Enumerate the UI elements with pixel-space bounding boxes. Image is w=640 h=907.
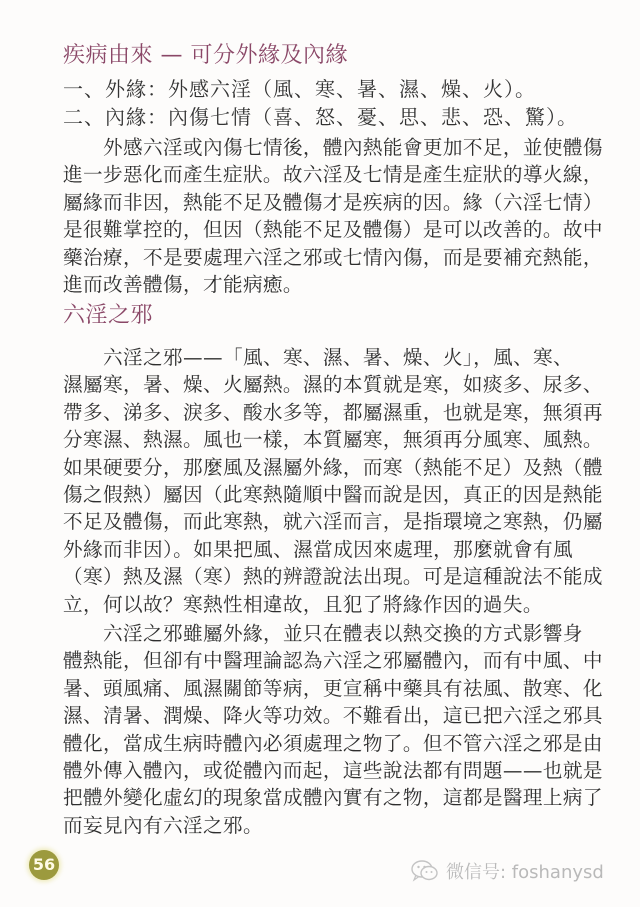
text-line: （寒）熱及濕（寒）熱的辨證說法出現。可是這種說法不能成 — [63, 565, 603, 589]
text-line: 進而改善體傷，才能病癒。 — [63, 273, 303, 297]
text-line: 而妄見內有六淫之邪。 — [63, 813, 263, 837]
text-line: 六淫之邪雖屬外緣，並只在體表以熱交換的方式影響身 — [103, 622, 583, 645]
text-line: 傷之假熱）屬因（此寒熱隨順中醫而說是因，真正的因是熱能 — [63, 483, 603, 507]
internal-cause-item: 二、內緣：內傷七情（喜、怒、憂、思、悲、恐、驚）。 — [63, 105, 578, 129]
section-title-disease-origin: 疾病由來 — 可分外緣及內緣 — [63, 43, 348, 68]
paragraph-six-evils-2 — [63, 620, 603, 839]
text-line: 分寒濕、熱濕。風也一樣，本質屬寒，無須再分風寒、風熱。 — [63, 428, 603, 452]
text-line: 如果硬要分，那麼風及濕屬外緣，而寒（熱能不足）及熱（體 — [63, 455, 603, 479]
text-line: 不足及體傷，而此寒熱，就六淫而言，是指環境之寒熱，仍屬 — [63, 510, 603, 534]
text-line: 屬緣而非因，熱能不足及體傷才是疾病的因。緣（六淫七情） — [63, 190, 603, 214]
wechat-watermark — [410, 858, 604, 884]
text-line: 外感六淫或內傷七情後，體內熱能會更加不足，並使體傷 — [103, 136, 603, 159]
text-line: 濕、清暑、潤燥、降火等功效。不難看出，這已把六淫之邪具 — [63, 704, 603, 728]
text-line: 立，何以故？寒熱性相違故，且犯了將緣作因的過失。 — [63, 592, 543, 616]
text-line: 體外傳入體內，或從體內而起，這些說法都有問題——也就是 — [63, 759, 603, 783]
watermark-text: 微信号: foshanysd — [446, 862, 604, 883]
text-line: 藥治療，不是要處理六淫之邪或七情內傷，而是要補充熱能， — [63, 245, 603, 269]
wechat-icon — [410, 859, 440, 883]
text-line: 外緣而非因）。如果把風、濕當成因來處理，那麼就會有風 — [63, 537, 574, 561]
text-line: 六淫之邪——「風、寒、濕、暑、燥、火」，風、寒、 — [103, 346, 574, 369]
text-line: 體化，當成生病時體內必須處理之物了。但不管六淫之邪是由 — [63, 731, 603, 755]
paragraph-disease-origin — [63, 134, 603, 298]
text-line: 進一步惡化而產生症狀。故六淫及七情是產生症狀的導火線， — [63, 163, 603, 187]
page-number-badge: 56 — [29, 850, 59, 880]
text-line: 體熱能，但卻有中醫理論認為六淫之邪屬體內，而有中風、中 — [63, 649, 603, 673]
external-cause-item: 一、外緣：外感六淫（風、寒、暑、濕、燥、火）。 — [63, 77, 536, 101]
paragraph-six-evils-1 — [63, 344, 603, 618]
text-line: 把體外變化虛幻的現象當成體內實有之物，這都是醫理上病了 — [63, 786, 603, 810]
text-line: 濕屬寒，暑、燥、火屬熱。濕的本質就是寒，如痰多、尿多、 — [63, 373, 603, 397]
text-line: 是很難掌控的，但因（熱能不足及體傷）是可以改善的。故中 — [63, 218, 603, 242]
section-title-six-evils: 六淫之邪 — [63, 303, 154, 328]
text-line: 帶多、涕多、淚多、酸水多等，都屬濕重，也就是寒，無須再 — [63, 400, 603, 424]
text-line: 暑、頭風痛、風濕關節等病，更宣稱中藥具有祛風、散寒、化 — [63, 676, 603, 700]
